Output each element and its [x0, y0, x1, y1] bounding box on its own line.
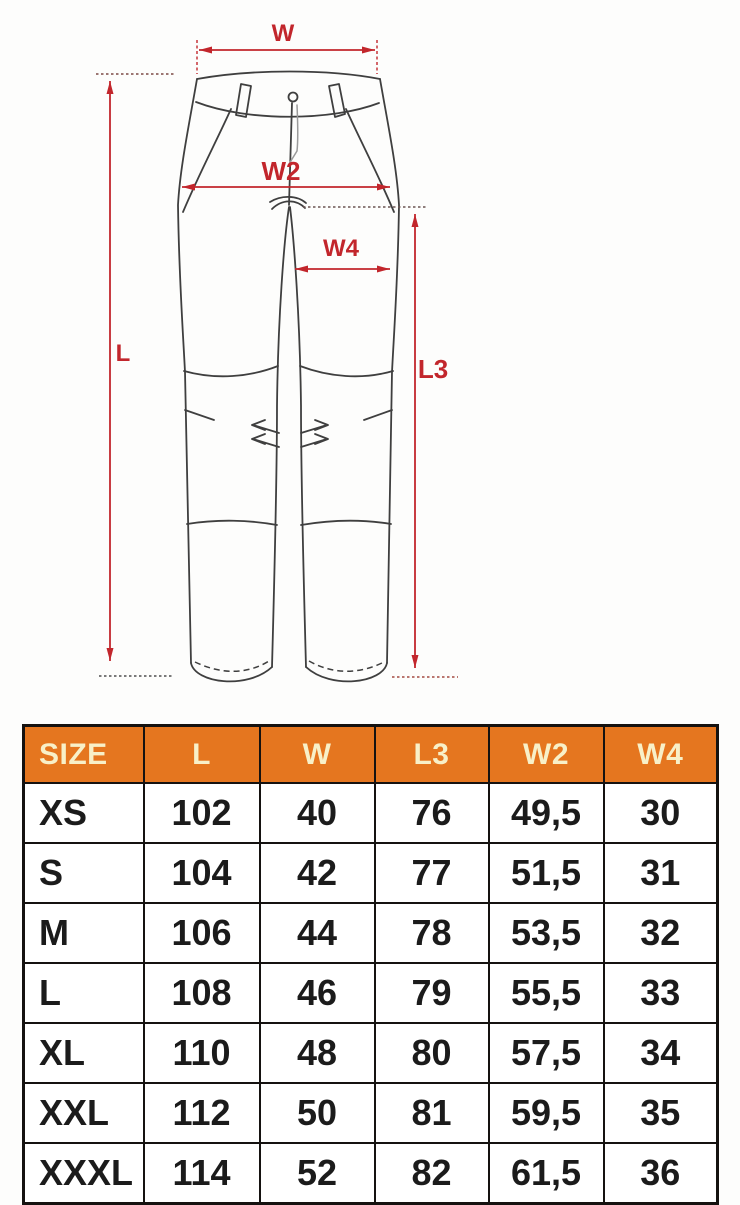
size-label-cell: L	[24, 963, 144, 1023]
size-table	[22, 724, 719, 1205]
measurement-cell: 32	[604, 903, 718, 963]
pocket-right	[346, 109, 394, 212]
measurement-cell: 61,5	[489, 1143, 604, 1204]
measurement-cell: 78	[375, 903, 489, 963]
measurement-cell: 55,5	[489, 963, 604, 1023]
measurement-cell: 49,5	[489, 783, 604, 843]
dimension-label-w: W	[271, 20, 295, 47]
measurement-cell: 51,5	[489, 843, 604, 903]
belt-loop-left	[236, 84, 251, 117]
table-row	[24, 903, 718, 963]
size-table-section	[22, 724, 716, 1205]
table-row	[24, 963, 718, 1023]
measurement-cell: 104	[144, 843, 260, 903]
measurement-cell: 79	[375, 963, 489, 1023]
size-table-header-cell: W2	[489, 726, 604, 784]
size-label-cell: M	[24, 903, 144, 963]
table-row	[24, 843, 718, 903]
size-table-header-cell: L3	[375, 726, 489, 784]
measurement-cell: 102	[144, 783, 260, 843]
measurement-cell: 76	[375, 783, 489, 843]
measurement-cell: 35	[604, 1083, 718, 1143]
measurement-cell: 53,5	[489, 903, 604, 963]
measurement-cell: 34	[604, 1023, 718, 1083]
size-table-header-cell: SIZE	[24, 726, 144, 784]
table-row	[24, 1143, 718, 1204]
crotch-stitch	[270, 197, 306, 209]
size-label-cell: S	[24, 843, 144, 903]
dimension-label-w4: W4	[323, 235, 359, 262]
dimension-label-l3: L3	[417, 354, 449, 384]
dimension-lines	[96, 20, 458, 677]
measurement-cell: 48	[260, 1023, 375, 1083]
measurement-cell: 42	[260, 843, 375, 903]
knee-stitch-marks	[185, 410, 392, 447]
dimension-label-w2: W2	[261, 156, 301, 186]
measurement-cell: 36	[604, 1143, 718, 1204]
measurement-cell: 57,5	[489, 1023, 604, 1083]
measurement-cell: 46	[260, 963, 375, 1023]
hem-stitch-right	[309, 661, 384, 671]
measurement-cell: 59,5	[489, 1083, 604, 1143]
measurement-cell: 44	[260, 903, 375, 963]
measurement-cell: 30	[604, 783, 718, 843]
measurement-cell: 52	[260, 1143, 375, 1204]
measurement-cell: 40	[260, 783, 375, 843]
measurement-cell: 50	[260, 1083, 375, 1143]
measurement-cell: 108	[144, 963, 260, 1023]
measurement-cell: 106	[144, 903, 260, 963]
size-table-header-row	[24, 726, 718, 784]
dimension-label-l: L	[115, 340, 131, 367]
measurement-cell: 112	[144, 1083, 260, 1143]
measurement-cell: 77	[375, 843, 489, 903]
measurement-cell: 80	[375, 1023, 489, 1083]
measurement-cell: 81	[375, 1083, 489, 1143]
size-table-body	[24, 783, 718, 1204]
measurement-cell: 110	[144, 1023, 260, 1083]
size-table-header-cell: L	[144, 726, 260, 784]
table-row	[24, 783, 718, 843]
size-label-cell: XL	[24, 1023, 144, 1083]
hem-stitch-left	[195, 661, 269, 671]
table-row	[24, 1083, 718, 1143]
measurement-cell: 114	[144, 1143, 260, 1204]
measurement-cell: 31	[604, 843, 718, 903]
size-label-cell: XXXL	[24, 1143, 144, 1204]
table-row	[24, 1023, 718, 1083]
waist-button	[289, 93, 298, 102]
measurement-cell: 33	[604, 963, 718, 1023]
measurement-cell: 82	[375, 1143, 489, 1204]
size-label-cell: XXL	[24, 1083, 144, 1143]
pocket-left	[183, 109, 231, 212]
size-label-cell: XS	[24, 783, 144, 843]
size-table-header-cell: W4	[604, 726, 718, 784]
size-table-header-cell: W	[260, 726, 375, 784]
